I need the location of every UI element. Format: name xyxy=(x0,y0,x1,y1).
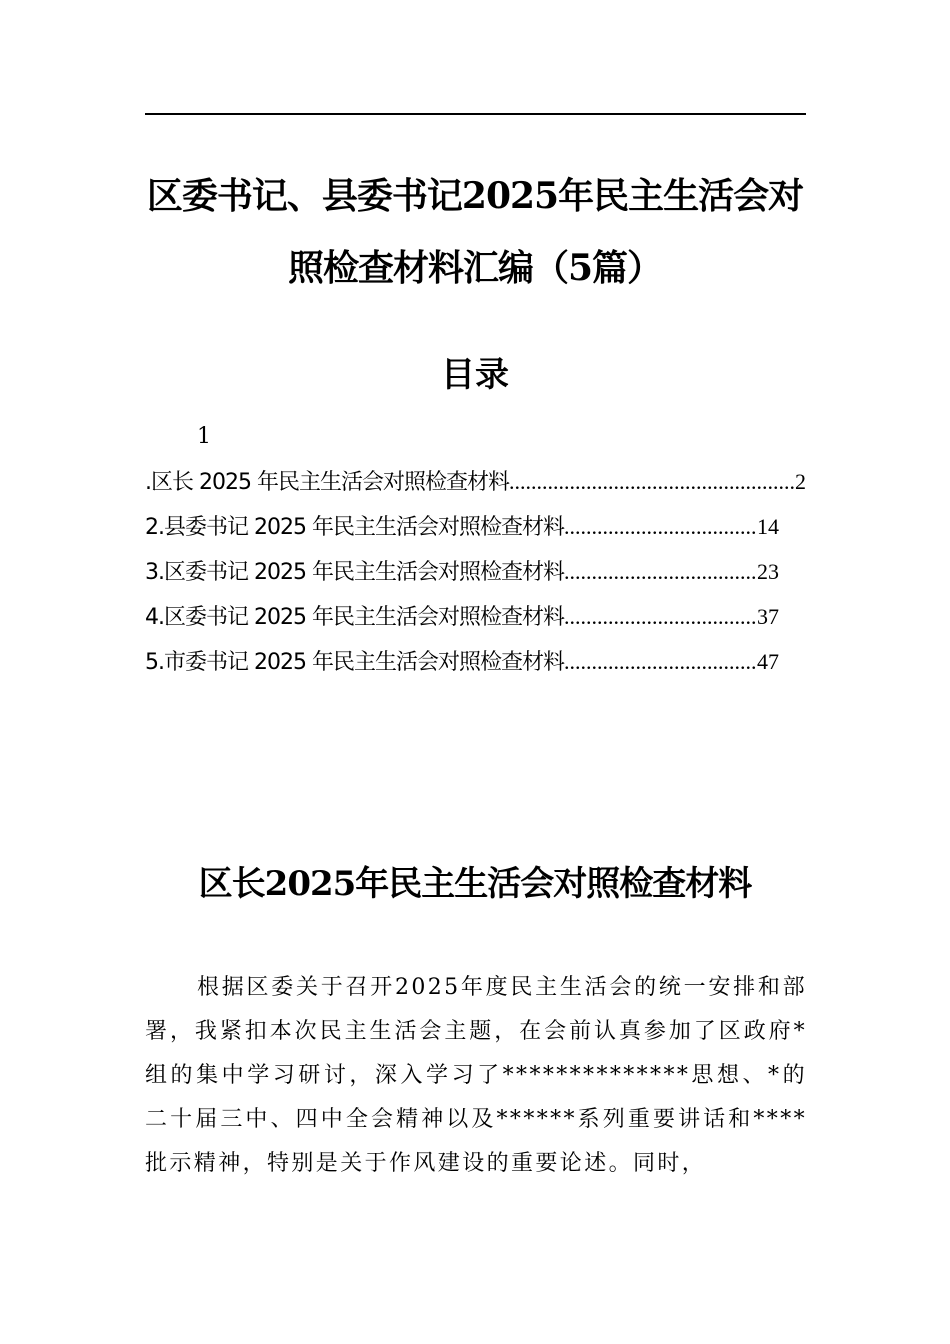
section-title: 区长2025年民主生活会对照检查材料 xyxy=(198,864,752,904)
toc-page-number: 37 xyxy=(757,604,779,629)
toc-entry[interactable] xyxy=(145,556,779,601)
document-title-line-1: 区委书记、县委书记2025年民主生活会对 xyxy=(146,175,804,217)
toc-leader-dots xyxy=(564,556,757,588)
toc-entry-title: .区长 2025 年民主生活会对照检查材料 xyxy=(145,470,509,495)
toc-leader-dots xyxy=(564,601,757,633)
table-of-contents xyxy=(145,466,806,691)
toc-leader-dots xyxy=(509,466,795,498)
toc-number: 1 xyxy=(197,424,211,449)
toc-entry-title: 2.县委书记 2025 年民主生活会对照检查材料 xyxy=(145,515,564,540)
toc-heading: 目录 xyxy=(441,355,509,395)
toc-leader-dots xyxy=(564,511,757,543)
toc-entry[interactable] xyxy=(145,601,779,646)
toc-page-number: 2 xyxy=(795,469,806,494)
body-paragraph: 根据区委关于召开2025年度民主生活会的统一安排和部署，我紧扣本次民主生活会主题，在会前认真参加了区政府*组的集中学习研讨，深入学习了**************思想、*的二十届三中、四中全会精神以及******系列重要讲话和****批示精神，特别是关于作风建设的重要论述。同时， xyxy=(145,975,807,1176)
document-title-line-2: 照检查材料汇编（5篇） xyxy=(287,247,663,289)
top-divider xyxy=(145,113,806,115)
toc-entry[interactable] xyxy=(145,511,779,556)
document-title xyxy=(120,160,830,304)
toc-entry[interactable] xyxy=(145,466,806,511)
toc-leader-dots xyxy=(564,646,757,678)
toc-page-number: 47 xyxy=(757,649,779,674)
toc-page-number: 14 xyxy=(757,514,779,539)
toc-entry-title: 5.市委书记 2025 年民主生活会对照检查材料 xyxy=(145,650,564,675)
toc-page-number: 23 xyxy=(757,559,779,584)
toc-entry-title: 3.区委书记 2025 年民主生活会对照检查材料 xyxy=(145,560,564,585)
toc-entry-title: 4.区委书记 2025 年民主生活会对照检查材料 xyxy=(145,605,564,630)
toc-entry[interactable] xyxy=(145,646,779,691)
